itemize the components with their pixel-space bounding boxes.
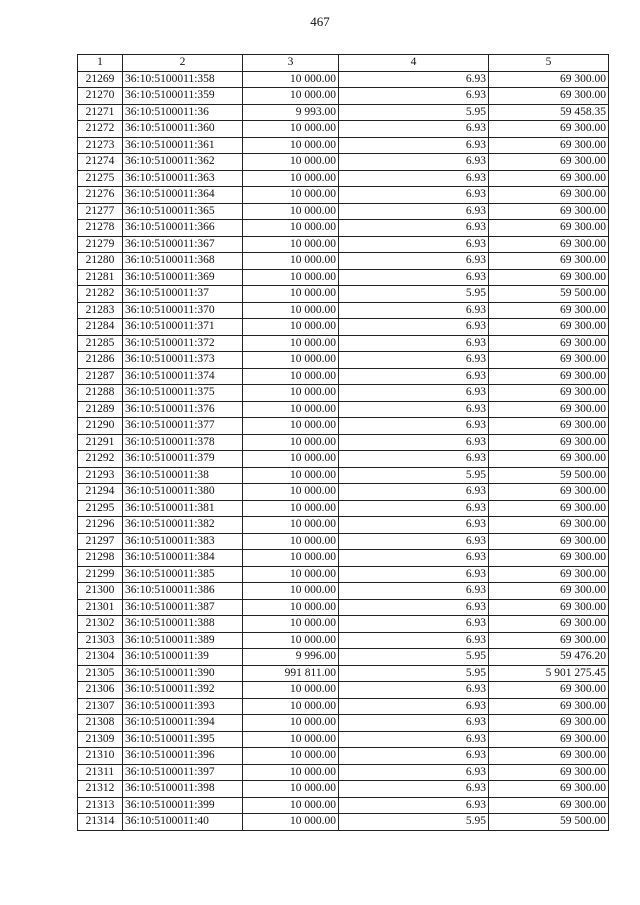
- table-row: [78, 269, 609, 286]
- rate-cell: 6.93: [339, 616, 489, 633]
- column-header-1: 1: [78, 55, 123, 72]
- area-cell: 10 000.00: [243, 220, 339, 237]
- value-cell: 69 300.00: [489, 797, 609, 814]
- row-number-cell: 21272: [78, 121, 123, 138]
- area-cell: 10 000.00: [243, 170, 339, 187]
- value-cell: 69 300.00: [489, 682, 609, 699]
- value-cell: 69 300.00: [489, 533, 609, 550]
- cadastral-number-cell: 36:10:5100011:383: [123, 533, 243, 550]
- value-cell: 69 300.00: [489, 632, 609, 649]
- area-cell: 10 000.00: [243, 484, 339, 501]
- table-row: [78, 715, 609, 732]
- area-cell: 10 000.00: [243, 781, 339, 798]
- value-cell: 69 300.00: [489, 302, 609, 319]
- area-cell: 10 000.00: [243, 566, 339, 583]
- row-number-cell: 21310: [78, 748, 123, 765]
- area-cell: 10 000.00: [243, 121, 339, 138]
- rate-cell: 6.93: [339, 566, 489, 583]
- rate-cell: 6.93: [339, 137, 489, 154]
- area-cell: 10 000.00: [243, 517, 339, 534]
- cadastral-number-cell: 36:10:5100011:371: [123, 319, 243, 336]
- row-number-cell: 21280: [78, 253, 123, 270]
- column-header-5: 5: [489, 55, 609, 72]
- rate-cell: 6.93: [339, 385, 489, 402]
- rate-cell: 6.93: [339, 484, 489, 501]
- cadastral-number-cell: 36:10:5100011:377: [123, 418, 243, 435]
- cadastral-number-cell: 36:10:5100011:379: [123, 451, 243, 468]
- value-cell: 69 300.00: [489, 583, 609, 600]
- area-cell: 10 000.00: [243, 533, 339, 550]
- table-body: [78, 71, 609, 830]
- cadastral-number-cell: 36:10:5100011:37: [123, 286, 243, 303]
- rate-cell: 6.93: [339, 269, 489, 286]
- rate-cell: 6.93: [339, 550, 489, 567]
- row-number-cell: 21290: [78, 418, 123, 435]
- rate-cell: 6.93: [339, 88, 489, 105]
- value-cell: 69 300.00: [489, 71, 609, 88]
- rate-cell: 6.93: [339, 319, 489, 336]
- row-number-cell: 21285: [78, 335, 123, 352]
- table-row: [78, 665, 609, 682]
- row-number-cell: 21270: [78, 88, 123, 105]
- row-number-cell: 21313: [78, 797, 123, 814]
- table-row: [78, 88, 609, 105]
- row-number-cell: 21300: [78, 583, 123, 600]
- value-cell: 59 500.00: [489, 814, 609, 831]
- rate-cell: 6.93: [339, 632, 489, 649]
- row-number-cell: 21273: [78, 137, 123, 154]
- table-row: [78, 698, 609, 715]
- row-number-cell: 21295: [78, 500, 123, 517]
- row-number-cell: 21277: [78, 203, 123, 220]
- table-row: [78, 203, 609, 220]
- cadastral-number-cell: 36:10:5100011:367: [123, 236, 243, 253]
- area-cell: 10 000.00: [243, 319, 339, 336]
- rate-cell: 6.93: [339, 731, 489, 748]
- table-row: [78, 748, 609, 765]
- rate-cell: 5.95: [339, 467, 489, 484]
- cadastral-number-cell: 36:10:5100011:390: [123, 665, 243, 682]
- cadastral-number-cell: 36:10:5100011:381: [123, 500, 243, 517]
- value-cell: 69 300.00: [489, 418, 609, 435]
- column-header-2: 2: [123, 55, 243, 72]
- value-cell: 69 300.00: [489, 385, 609, 402]
- value-cell: 69 300.00: [489, 731, 609, 748]
- area-cell: 10 000.00: [243, 401, 339, 418]
- table-row: [78, 71, 609, 88]
- value-cell: 69 300.00: [489, 715, 609, 732]
- area-cell: 10 000.00: [243, 302, 339, 319]
- table-row: [78, 220, 609, 237]
- value-cell: 69 300.00: [489, 236, 609, 253]
- area-cell: 10 000.00: [243, 335, 339, 352]
- table-row: [78, 566, 609, 583]
- table-row: [78, 154, 609, 171]
- table-row: [78, 335, 609, 352]
- value-cell: 69 300.00: [489, 170, 609, 187]
- cadastral-number-cell: 36:10:5100011:360: [123, 121, 243, 138]
- cadastral-number-cell: 36:10:5100011:398: [123, 781, 243, 798]
- column-header-3: 3: [243, 55, 339, 72]
- table-header-row: [78, 55, 609, 72]
- table-row: [78, 104, 609, 121]
- value-cell: 69 300.00: [489, 368, 609, 385]
- cadastral-number-cell: 36:10:5100011:39: [123, 649, 243, 666]
- cadastral-number-cell: 36:10:5100011:384: [123, 550, 243, 567]
- table-row: [78, 319, 609, 336]
- cadastral-number-cell: 36:10:5100011:392: [123, 682, 243, 699]
- cadastral-number-cell: 36:10:5100011:361: [123, 137, 243, 154]
- rate-cell: 6.93: [339, 764, 489, 781]
- rate-cell: 6.93: [339, 121, 489, 138]
- area-cell: 10 000.00: [243, 731, 339, 748]
- value-cell: 69 300.00: [489, 154, 609, 171]
- cadastral-number-cell: 36:10:5100011:399: [123, 797, 243, 814]
- row-number-cell: 21309: [78, 731, 123, 748]
- cadastral-number-cell: 36:10:5100011:373: [123, 352, 243, 369]
- rate-cell: 6.93: [339, 187, 489, 204]
- table-row: [78, 814, 609, 831]
- area-cell: 10 000.00: [243, 715, 339, 732]
- table-row: [78, 286, 609, 303]
- cadastral-number-cell: 36:10:5100011:364: [123, 187, 243, 204]
- table-row: [78, 533, 609, 550]
- value-cell: 69 300.00: [489, 781, 609, 798]
- row-number-cell: 21298: [78, 550, 123, 567]
- row-number-cell: 21271: [78, 104, 123, 121]
- table-row: [78, 467, 609, 484]
- cadastral-number-cell: 36:10:5100011:372: [123, 335, 243, 352]
- row-number-cell: 21286: [78, 352, 123, 369]
- table-row: [78, 550, 609, 567]
- area-cell: 991 811.00: [243, 665, 339, 682]
- table-row: [78, 385, 609, 402]
- cadastral-number-cell: 36:10:5100011:382: [123, 517, 243, 534]
- area-cell: 10 000.00: [243, 418, 339, 435]
- cadastral-number-cell: 36:10:5100011:389: [123, 632, 243, 649]
- cadastral-number-cell: 36:10:5100011:362: [123, 154, 243, 171]
- row-number-cell: 21301: [78, 599, 123, 616]
- area-cell: 10 000.00: [243, 467, 339, 484]
- value-cell: 69 300.00: [489, 137, 609, 154]
- column-header-4: 4: [339, 55, 489, 72]
- rate-cell: 6.93: [339, 368, 489, 385]
- cadastral-number-cell: 36:10:5100011:393: [123, 698, 243, 715]
- rate-cell: 6.93: [339, 352, 489, 369]
- area-cell: 10 000.00: [243, 814, 339, 831]
- cadastral-number-cell: 36:10:5100011:374: [123, 368, 243, 385]
- cadastral-number-cell: 36:10:5100011:368: [123, 253, 243, 270]
- area-cell: 10 000.00: [243, 632, 339, 649]
- area-cell: 10 000.00: [243, 698, 339, 715]
- table-row: [78, 302, 609, 319]
- row-number-cell: 21288: [78, 385, 123, 402]
- row-number-cell: 21291: [78, 434, 123, 451]
- cadastral-number-cell: 36:10:5100011:375: [123, 385, 243, 402]
- area-cell: 10 000.00: [243, 434, 339, 451]
- cadastral-number-cell: 36:10:5100011:36: [123, 104, 243, 121]
- cadastral-number-cell: 36:10:5100011:376: [123, 401, 243, 418]
- cadastral-number-cell: 36:10:5100011:396: [123, 748, 243, 765]
- rate-cell: 6.93: [339, 220, 489, 237]
- value-cell: 69 300.00: [489, 599, 609, 616]
- area-cell: 10 000.00: [243, 599, 339, 616]
- row-number-cell: 21296: [78, 517, 123, 534]
- row-number-cell: 21311: [78, 764, 123, 781]
- row-number-cell: 21275: [78, 170, 123, 187]
- row-number-cell: 21279: [78, 236, 123, 253]
- table-row: [78, 434, 609, 451]
- row-number-cell: 21312: [78, 781, 123, 798]
- value-cell: 69 300.00: [489, 748, 609, 765]
- area-cell: 9 996.00: [243, 649, 339, 666]
- table-row: [78, 500, 609, 517]
- table-row: [78, 649, 609, 666]
- cadastral-number-cell: 36:10:5100011:397: [123, 764, 243, 781]
- area-cell: 10 000.00: [243, 368, 339, 385]
- row-number-cell: 21307: [78, 698, 123, 715]
- row-number-cell: 21284: [78, 319, 123, 336]
- area-cell: 10 000.00: [243, 236, 339, 253]
- value-cell: 69 300.00: [489, 616, 609, 633]
- row-number-cell: 21305: [78, 665, 123, 682]
- registry-table: [77, 54, 609, 831]
- row-number-cell: 21297: [78, 533, 123, 550]
- rate-cell: 6.93: [339, 533, 489, 550]
- rate-cell: 5.95: [339, 286, 489, 303]
- rate-cell: 6.93: [339, 599, 489, 616]
- table-row: [78, 517, 609, 534]
- table-row: [78, 121, 609, 138]
- area-cell: 10 000.00: [243, 748, 339, 765]
- table-row: [78, 583, 609, 600]
- cadastral-number-cell: 36:10:5100011:369: [123, 269, 243, 286]
- row-number-cell: 21293: [78, 467, 123, 484]
- rate-cell: 6.93: [339, 434, 489, 451]
- value-cell: 69 300.00: [489, 203, 609, 220]
- cadastral-number-cell: 36:10:5100011:358: [123, 71, 243, 88]
- table-row: [78, 368, 609, 385]
- row-number-cell: 21278: [78, 220, 123, 237]
- rate-cell: 6.93: [339, 500, 489, 517]
- value-cell: 69 300.00: [489, 698, 609, 715]
- table-row: [78, 170, 609, 187]
- value-cell: 69 300.00: [489, 220, 609, 237]
- value-cell: 69 300.00: [489, 88, 609, 105]
- value-cell: 59 500.00: [489, 286, 609, 303]
- row-number-cell: 21306: [78, 682, 123, 699]
- value-cell: 69 300.00: [489, 434, 609, 451]
- rate-cell: 6.93: [339, 517, 489, 534]
- area-cell: 10 000.00: [243, 583, 339, 600]
- area-cell: 10 000.00: [243, 682, 339, 699]
- area-cell: 10 000.00: [243, 269, 339, 286]
- area-cell: 10 000.00: [243, 154, 339, 171]
- cadastral-number-cell: 36:10:5100011:363: [123, 170, 243, 187]
- value-cell: 69 300.00: [489, 269, 609, 286]
- cadastral-number-cell: 36:10:5100011:40: [123, 814, 243, 831]
- value-cell: 69 300.00: [489, 253, 609, 270]
- rate-cell: 6.93: [339, 451, 489, 468]
- cadastral-number-cell: 36:10:5100011:386: [123, 583, 243, 600]
- cadastral-number-cell: 36:10:5100011:380: [123, 484, 243, 501]
- area-cell: 10 000.00: [243, 286, 339, 303]
- rate-cell: 5.95: [339, 665, 489, 682]
- rate-cell: 6.93: [339, 302, 489, 319]
- table-row: [78, 418, 609, 435]
- area-cell: 10 000.00: [243, 253, 339, 270]
- rate-cell: 6.93: [339, 335, 489, 352]
- cadastral-number-cell: 36:10:5100011:385: [123, 566, 243, 583]
- value-cell: 69 300.00: [489, 550, 609, 567]
- table-row: [78, 797, 609, 814]
- rate-cell: 6.93: [339, 781, 489, 798]
- cadastral-number-cell: 36:10:5100011:370: [123, 302, 243, 319]
- row-number-cell: 21274: [78, 154, 123, 171]
- area-cell: 10 000.00: [243, 71, 339, 88]
- area-cell: 10 000.00: [243, 797, 339, 814]
- rate-cell: 6.93: [339, 203, 489, 220]
- row-number-cell: 21294: [78, 484, 123, 501]
- rate-cell: 6.93: [339, 583, 489, 600]
- row-number-cell: 21308: [78, 715, 123, 732]
- rate-cell: 5.95: [339, 814, 489, 831]
- rate-cell: 6.93: [339, 748, 489, 765]
- area-cell: 10 000.00: [243, 764, 339, 781]
- table-row: [78, 632, 609, 649]
- row-number-cell: 21304: [78, 649, 123, 666]
- rate-cell: 6.93: [339, 253, 489, 270]
- area-cell: 10 000.00: [243, 550, 339, 567]
- rate-cell: 6.93: [339, 154, 489, 171]
- row-number-cell: 21283: [78, 302, 123, 319]
- row-number-cell: 21282: [78, 286, 123, 303]
- table-row: [78, 616, 609, 633]
- area-cell: 10 000.00: [243, 500, 339, 517]
- area-cell: 10 000.00: [243, 203, 339, 220]
- rate-cell: 6.93: [339, 715, 489, 732]
- row-number-cell: 21269: [78, 71, 123, 88]
- cadastral-number-cell: 36:10:5100011:365: [123, 203, 243, 220]
- rate-cell: 6.93: [339, 236, 489, 253]
- table-row: [78, 781, 609, 798]
- value-cell: 69 300.00: [489, 319, 609, 336]
- cadastral-number-cell: 36:10:5100011:38: [123, 467, 243, 484]
- row-number-cell: 21281: [78, 269, 123, 286]
- cadastral-number-cell: 36:10:5100011:366: [123, 220, 243, 237]
- table-row: [78, 731, 609, 748]
- area-cell: 10 000.00: [243, 616, 339, 633]
- value-cell: 59 476.20: [489, 649, 609, 666]
- table-row: [78, 236, 609, 253]
- value-cell: 69 300.00: [489, 566, 609, 583]
- cadastral-number-cell: 36:10:5100011:378: [123, 434, 243, 451]
- cadastral-number-cell: 36:10:5100011:387: [123, 599, 243, 616]
- table-row: [78, 599, 609, 616]
- area-cell: 10 000.00: [243, 451, 339, 468]
- table-row: [78, 187, 609, 204]
- rate-cell: 6.93: [339, 698, 489, 715]
- cadastral-number-cell: 36:10:5100011:395: [123, 731, 243, 748]
- value-cell: 59 458.35: [489, 104, 609, 121]
- row-number-cell: 21302: [78, 616, 123, 633]
- rate-cell: 6.93: [339, 170, 489, 187]
- value-cell: 69 300.00: [489, 121, 609, 138]
- value-cell: 69 300.00: [489, 517, 609, 534]
- area-cell: 9 993.00: [243, 104, 339, 121]
- value-cell: 69 300.00: [489, 484, 609, 501]
- row-number-cell: 21314: [78, 814, 123, 831]
- table-row: [78, 764, 609, 781]
- row-number-cell: 21289: [78, 401, 123, 418]
- value-cell: 69 300.00: [489, 335, 609, 352]
- rate-cell: 6.93: [339, 682, 489, 699]
- value-cell: 69 300.00: [489, 352, 609, 369]
- rate-cell: 5.95: [339, 104, 489, 121]
- rate-cell: 6.93: [339, 418, 489, 435]
- value-cell: 69 300.00: [489, 401, 609, 418]
- row-number-cell: 21303: [78, 632, 123, 649]
- rate-cell: 6.93: [339, 71, 489, 88]
- area-cell: 10 000.00: [243, 88, 339, 105]
- value-cell: 69 300.00: [489, 764, 609, 781]
- table-row: [78, 451, 609, 468]
- area-cell: 10 000.00: [243, 385, 339, 402]
- value-cell: 69 300.00: [489, 451, 609, 468]
- area-cell: 10 000.00: [243, 187, 339, 204]
- area-cell: 10 000.00: [243, 352, 339, 369]
- row-number-cell: 21287: [78, 368, 123, 385]
- table-row: [78, 682, 609, 699]
- value-cell: 59 500.00: [489, 467, 609, 484]
- table-row: [78, 352, 609, 369]
- table-row: [78, 401, 609, 418]
- table-row: [78, 253, 609, 270]
- value-cell: 69 300.00: [489, 500, 609, 517]
- cadastral-number-cell: 36:10:5100011:394: [123, 715, 243, 732]
- table-row: [78, 137, 609, 154]
- page-number: 467: [310, 14, 330, 29]
- table-row: [78, 484, 609, 501]
- row-number-cell: 21299: [78, 566, 123, 583]
- row-number-cell: 21292: [78, 451, 123, 468]
- row-number-cell: 21276: [78, 187, 123, 204]
- value-cell: 69 300.00: [489, 187, 609, 204]
- cadastral-number-cell: 36:10:5100011:388: [123, 616, 243, 633]
- cadastral-number-cell: 36:10:5100011:359: [123, 88, 243, 105]
- rate-cell: 6.93: [339, 797, 489, 814]
- rate-cell: 5.95: [339, 649, 489, 666]
- value-cell: 5 901 275.45: [489, 665, 609, 682]
- area-cell: 10 000.00: [243, 137, 339, 154]
- rate-cell: 6.93: [339, 401, 489, 418]
